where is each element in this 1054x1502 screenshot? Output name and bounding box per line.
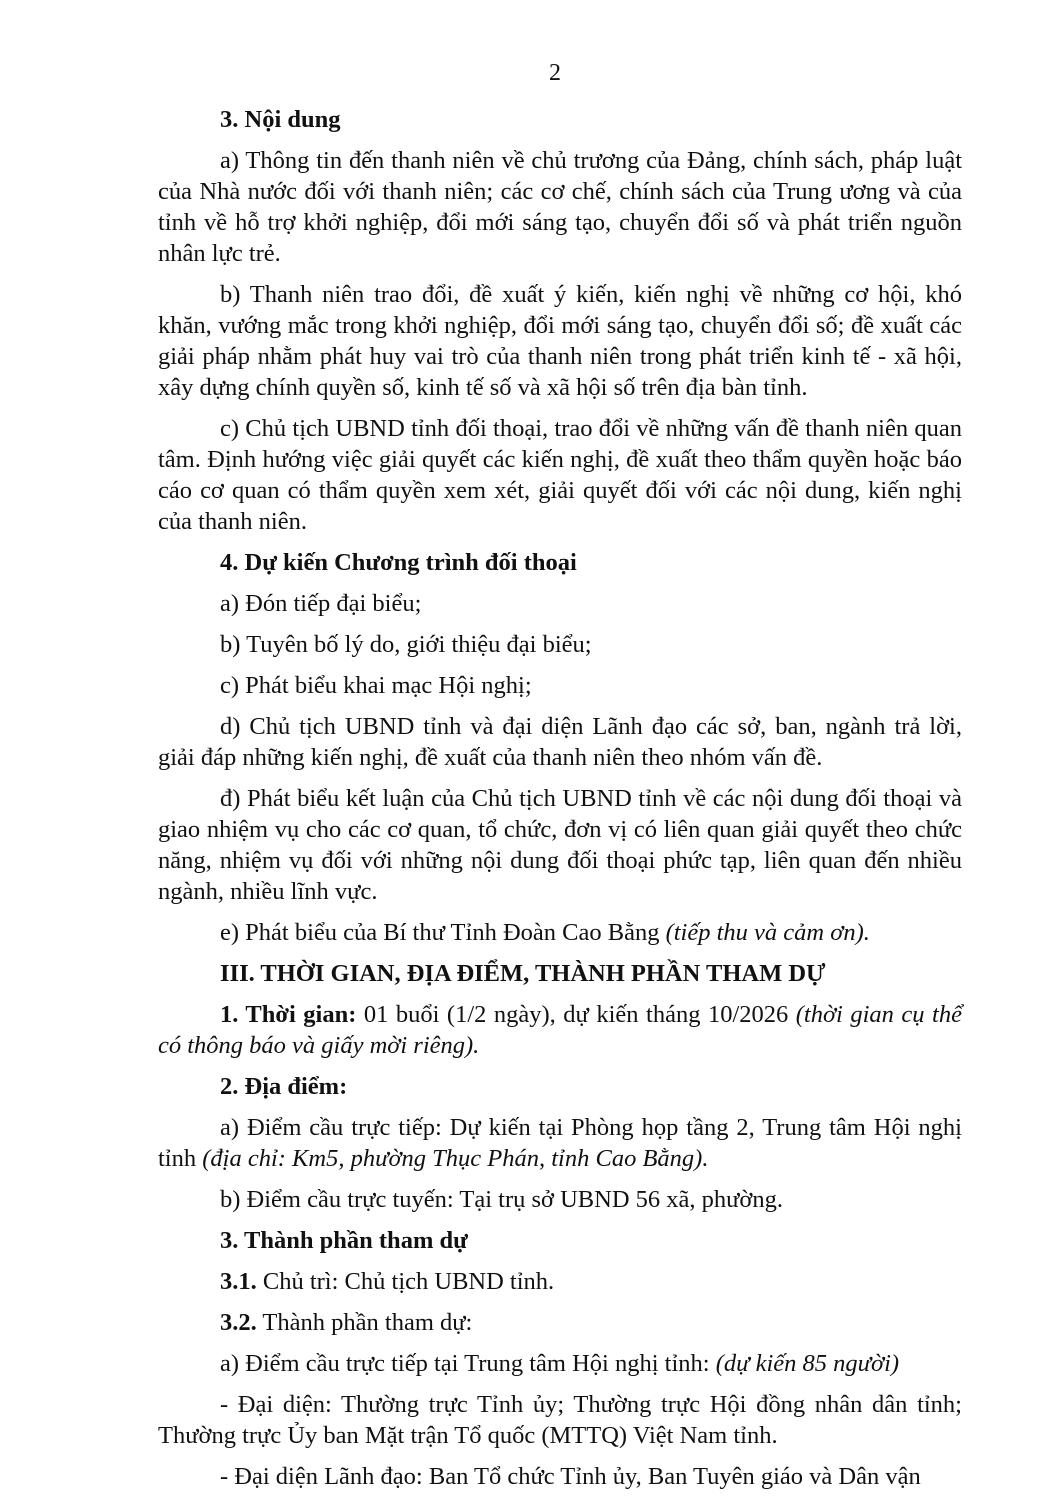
section3-item-b: b) Thanh niên trao đổi, đề xuất ý kiến, kiến nghị về những cơ hội, khó khăn, vướng mắc trong khởi nghiệp, đổi mới sáng tạo, chuyển đổi số; đề xuất các giải pháp nhằm phát huy vai trò của thanh niên trong phát triển kinh tế - xã hội, xây dựng chính quyền số, kinh tế số và xã hội số trên địa bàn tỉnh. xyxy=(158,281,962,401)
time-label: 1. Thời gian: xyxy=(220,1001,357,1028)
participants-3-1-label: 3.1. xyxy=(220,1268,257,1295)
section4-item-b: b) Tuyên bố lý do, giới thiệu đại biểu; xyxy=(220,631,592,658)
section4-item-e-note: (tiếp thu và cảm ơn). xyxy=(665,919,870,946)
time-paragraph xyxy=(158,999,962,1061)
participants-representatives-2: - Đại diện Lãnh đạo: Ban Tổ chức Tỉnh ủy, Ban Tuyên giáo và Dân vận xyxy=(220,1463,921,1490)
section3-item-a: a) Thông tin đến thanh niên về chủ trương của Đảng, chính sách, pháp luật của Nhà nước đối với thanh niên; các cơ chế, chính sách của Trung ương và của tỉnh về hỗ trợ khởi nghiệp, đổi mới sáng tạo, chuyển đổi số và phát triển nguồn nhân lực trẻ. xyxy=(158,147,962,267)
section4-item-a: a) Đón tiếp đại biểu; xyxy=(220,590,422,617)
time-text: 01 buổi (1/2 ngày), dự kiến tháng 10/2026 xyxy=(356,1001,796,1028)
participants-representatives-1: - Đại diện: Thường trực Tỉnh ủy; Thường trực Hội đồng nhân dân tỉnh; Thường trực Ủy ban Mặt trận Tổ quốc (MTTQ) Việt Nam tỉnh. xyxy=(158,1391,962,1449)
section4-item-d: d) Chủ tịch UBND tỉnh và đại diện Lãnh đạo các sở, ban, ngành trả lời, giải đáp những kiến nghị, đề xuất của thanh niên theo nhóm vấn đề. xyxy=(158,713,962,771)
page-number: 2 xyxy=(549,60,561,86)
section4-item-e xyxy=(158,917,962,948)
participants-3-2-label: 3.2. xyxy=(220,1309,257,1336)
section4-heading: 4. Dự kiến Chương trình đối thoại xyxy=(220,549,577,576)
place-item-a xyxy=(158,1112,962,1174)
place-heading: 2. Địa điểm: xyxy=(220,1073,348,1100)
document-body xyxy=(158,104,962,1502)
section3-heading: 3. Nội dung xyxy=(220,106,341,133)
participants-3-2-a xyxy=(158,1348,962,1379)
time-note: (thời gian cụ thể có thông báo và giấy mời riêng). xyxy=(158,1001,962,1059)
participants-3-2-text: Thành phần tham dự: xyxy=(256,1309,473,1336)
section4-item-e-text: e) Phát biểu của Bí thư Tỉnh Đoàn Cao Bằng xyxy=(220,919,666,946)
place-item-b: b) Điểm cầu trực tuyến: Tại trụ sở UBND 56 xã, phường. xyxy=(220,1186,784,1213)
section4-item-c: c) Phát biểu khai mạc Hội nghị; xyxy=(220,672,532,699)
participants-3-1-text: Chủ trì: Chủ tịch UBND tỉnh. xyxy=(256,1268,555,1295)
participants-3-2-a-text: a) Điểm cầu trực tiếp tại Trung tâm Hội nghị tỉnh: xyxy=(220,1350,716,1377)
participants-heading: 3. Thành phần tham dự xyxy=(220,1227,468,1254)
section3-item-c: c) Chủ tịch UBND tỉnh đối thoại, trao đổi về những vấn đề thanh niên quan tâm. Định hướng việc giải quyết các kiến nghị, đề xuất theo thẩm quyền hoặc báo cáo cơ quan có thẩm quyền xem xét, giải quyết đối với các nội dung, kiến nghị của thanh niên. xyxy=(158,415,962,535)
section4-item-dd: đ) Phát biểu kết luận của Chủ tịch UBND tỉnh về các nội dung đối thoại và giao nhiệm vụ cho các cơ quan, tổ chức, đơn vị có liên quan giải quyết theo chức năng, nhiệm vụ đối với những nội dung đối thoại phức tạp, liên quan đến nhiều ngành, nhiều lĩnh vực. xyxy=(158,785,962,905)
participants-3-2-a-note: (dự kiến 85 người) xyxy=(715,1350,900,1377)
participants-3-1 xyxy=(158,1266,962,1297)
place-item-a-text: a) Điểm cầu trực tiếp: Dự kiến tại Phòng họp tầng 2, Trung tâm Hội nghị tỉnh xyxy=(158,1114,962,1172)
participants-3-2 xyxy=(158,1307,962,1338)
section-iii-heading: III. THỜI GIAN, ĐỊA ĐIỂM, THÀNH PHẦN THAM DỰ xyxy=(220,960,826,987)
place-item-a-note: (địa chỉ: Km5, phường Thục Phán, tỉnh Cao Bằng). xyxy=(202,1145,709,1172)
